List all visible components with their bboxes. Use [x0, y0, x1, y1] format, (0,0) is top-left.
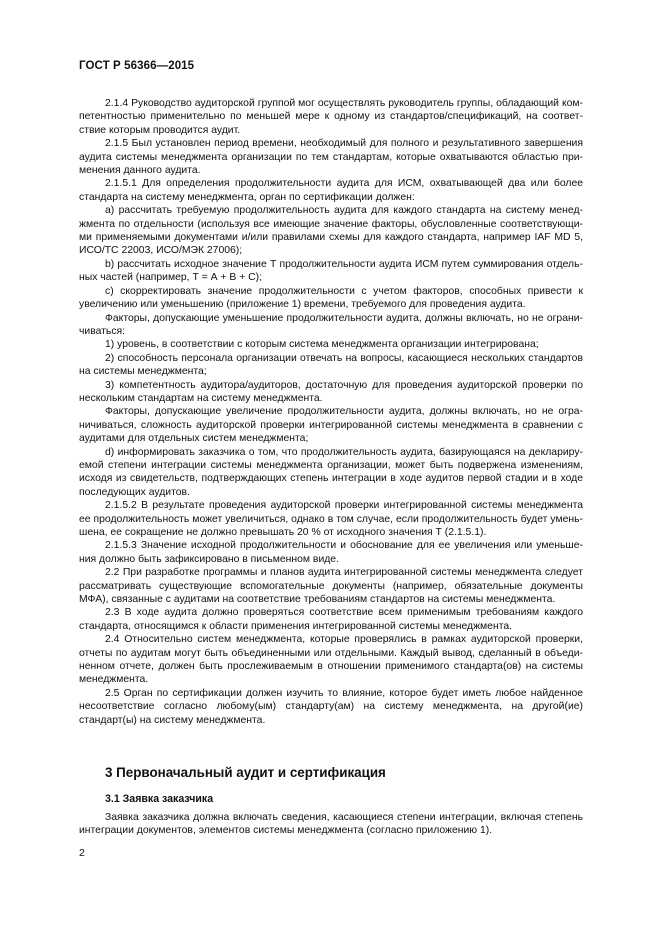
paragraph-2-2: 2.2 При разработке программы и планов аудита интегрированной системы менеджмента следует рассматривать существующие вспомогательные документы (например, обязательные документы МФА), связанные с аудитами на соответствие требованиям стандартов на системы менеджмента. [79, 567, 583, 606]
paragraph-2-1-4: 2.1.4 Руководство аудиторской группой мог осуществлять руководитель группы, обладающий компетентностью применительно по меньшей мере к одному из стандартов/спецификаций, на соответствие которым проводится аудит. [79, 98, 583, 136]
document-body [79, 97, 583, 727]
paragraph-2-1-5-1: 2.1.5.1 Для определения продолжительности аудита для ИСМ, охватывающей два или более стандарта на систему менеджмента, орган по сертификации должен: [79, 178, 583, 203]
paragraph-2-1-5-3: 2.1.5.3 Значение исходной продолжительности и обоснование для ее увеличения или уменьшения должно быть зафиксировано в письменном виде. [79, 540, 583, 565]
paragraph-item-a: a) рассчитать требуемую продолжительность аудита для каждого стандарта на систему менеджмента по отдельности (используя все имеющие значение факторы, обусловленные соответствующими применяемыми документами и/или правилами схемы для каждого стандарта, например IAF MD 5, ИСО/ТС 22003, ИСО/МЭК 27006); [79, 205, 583, 257]
paragraph-item-3: 3) компетентность аудитора/аудиторов, достаточную для проведения аудиторской проверки по нескольким стандартам на систему менеджмента. [79, 379, 583, 404]
paragraph-2-4: 2.4 Относительно систем менеджмента, которые проверялись в рамках аудиторской проверки, отчеты по аудитам могут быть объединенными или отдельными. Каждый вывод, сделанный в объединенном отчете, должен быть прослеживаемым в отношении применимого стандарта(ов) на системы менеджмента. [79, 634, 583, 686]
subsection-heading: 3.1 Заявка заказчика [105, 793, 214, 805]
paragraph-item-c: c) скорректировать значение продолжительности с учетом факторов, способных привести к увеличению или уменьшению (приложение 1) времени, требуемого для проведения аудита. [79, 285, 583, 311]
paragraph-2-1-5: 2.1.5 Был установлен период времени, необходимый для полного и результативного завершения аудита системы менеджмента организации по тем стандартам, которые охватываются областью применения данного аудита. [79, 138, 583, 177]
paragraph-2-3: 2.3 В ходе аудита должно проверяться соответствие всем применимым требованиям каждого стандарта, относящимся к области применения интегрированной системы менеджмента. [79, 607, 583, 632]
paragraph-2-5: 2.5 Орган по сертификации должен изучить то влияние, которое будет иметь любое найденное несоответствие согласно любому(ым) стандарту(ам) на систему менеджмента, на другой(ие) стандарт(ы) на систему менеджмента. [79, 687, 583, 726]
section-text-block [79, 811, 583, 838]
paragraph-item-d: d) информировать заказчика о том, что продолжительность аудита, базирующаяся на декларируемой степени интеграции системы менеджмента организации, может быть подвержена изменениям, исходя из свидетельств, подтверждающих степень интеграции в ходе аудитов первой стадии и в ходе последующих аудитов. [79, 446, 583, 498]
document-header: ГОСТ Р 56366—2015 [79, 60, 195, 72]
paragraph-factors-increase: Факторы, допускающие увеличение продолжительности аудита, должны включать, но не ограничиваться, сложность аудиторской проверки интегрированной системы менеджмента в сравнении с аудитами для отдельных систем менеджмента; [79, 406, 583, 445]
section-heading: 3 Первоначальный аудит и сертификация [105, 765, 386, 780]
page-number: 2 [79, 847, 85, 859]
paragraph-factors-reduce: Факторы, допускающие уменьшение продолжительности аудита, должны включать, но не ограничиваться: [79, 312, 583, 337]
paragraph-2-1-5-2: 2.1.5.2 В результате проведения аудиторской проверки интегрированной системы менеджмента ее продолжительность может увеличиться, однако в том случае, если продолжительность будет уменьшена, ее сокращение не должно превышать 20 % от исходного значения Т (2.1.5.1). [79, 500, 583, 538]
paragraph-3-1: Заявка заказчика должна включать сведения, касающиеся степени интеграции, включая степень интеграции документов, элементов системы менеджмента (согласно приложению 1). [79, 812, 583, 837]
paragraph-item-1: 1) уровень, в соответствии с которым система менеджмента организации интегрирована; [105, 339, 539, 351]
paragraph-item-b: b) рассчитать исходное значение Т продолжительности аудита ИСМ путем суммирования отдельных частей (например, Т = А + В + С); [79, 258, 583, 284]
paragraph-item-2: 2) способность персонала организации отвечать на вопросы, касающиеся нескольких стандартов на системы менеджмента; [79, 352, 583, 378]
